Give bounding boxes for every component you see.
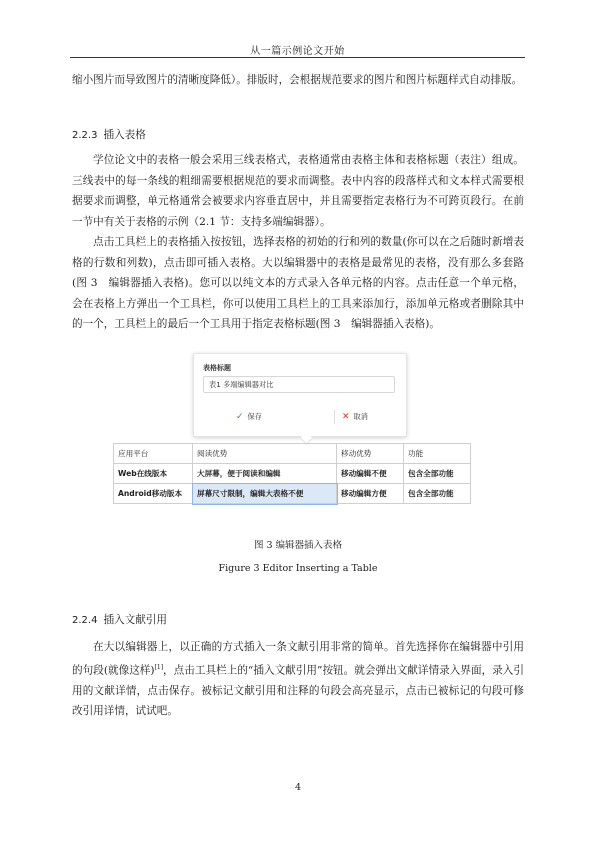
table-cell[interactable]: 阅读优势 xyxy=(193,444,337,464)
page-number: 4 xyxy=(294,782,302,793)
table-cell[interactable]: 包含全部功能 xyxy=(404,464,471,484)
cancel-label: 取消 xyxy=(353,412,368,421)
header-rule xyxy=(70,57,525,58)
citation-text-after: ，点击工具栏上的“插入文献引用”按钮。就会弹出文献详情录入界面，录入引用的文献详情，点击保存。被标记文献引用和注释的句段会高亮显示，点击已被标记的句段可修改引用详情，试试吧。 xyxy=(72,664,524,718)
table-title-label: 表格标题 xyxy=(203,364,231,372)
table-title-popup xyxy=(193,353,407,437)
citation-text-before: 在大以编辑器上，以正确的方式插入一条文献引用非常的简单。首先选择你在编辑器中引用的句段(就像这样) xyxy=(72,641,524,677)
figure-caption-en: Figure 3 Editor Inserting a Table xyxy=(218,563,378,574)
table-row xyxy=(114,444,471,464)
figure-caption-cn: 图 3 编辑器插入表格 xyxy=(253,540,343,551)
paragraph-tables-intro: 学位论文中的表格一般会采用三线表格式，表格通常由表格主体和表格标题（表注）组成。三线表中的每一条线的粗细需要根据规范的要求而调整。表中内容的段落样式和文本样式需要根据要求而调整，单元格通常会被要求内容垂直居中，并且需要指定表格行为不可跨页段行。在前一节中有关于表格的示例（2.1 节：支持多端编辑器）。 xyxy=(72,154,524,228)
section-heading-2-2-4 xyxy=(72,613,167,628)
running-header: 从一篇示例论文开始 xyxy=(250,46,345,57)
citation-marker[interactable]: [1] xyxy=(154,663,164,671)
section-heading-2-2-3 xyxy=(72,128,146,143)
table-row xyxy=(114,484,471,504)
save-button[interactable] xyxy=(236,412,262,422)
table-title-input[interactable]: 表1 多端编辑器对比 xyxy=(203,376,395,393)
table-cell[interactable]: 移动编辑不便 xyxy=(337,464,404,484)
check-icon: ✓ xyxy=(236,412,244,422)
table-cell[interactable]: Android移动版本 xyxy=(114,484,193,504)
paragraph-insert-table: 点击工具栏上的表格插入按按钮，选择表格的初始的行和列的数量(你可以在之后随时新增表格的行数和列数)，点击即可插入表格。大以编辑器中的表格是最常见的表格，没有那么多套路(图 3 编辑器插入表格)。您可以以纯文本的方式录入各单元格的内容。点击任意一个单元格，会在表格上方弹出一个工具栏，你可以使用工具栏上的工具来添加行，添加单元格或者删除其中的一个，工具栏上的最后一个工具用于指定表格标题(图 3 编辑器插入表格)。 xyxy=(72,236,524,331)
table-cell[interactable]: Web在线版本 xyxy=(114,464,193,484)
section-title: 插入文献引用 xyxy=(103,614,168,626)
close-icon: ✕ xyxy=(342,412,350,422)
table-cell[interactable]: 功能 xyxy=(404,444,471,464)
cancel-button[interactable] xyxy=(342,412,368,422)
table-cell[interactable]: 应用平台 xyxy=(114,444,193,464)
paragraph-continuation: 缩小图片而导致图片的清晰度降低）。排版时，会根据规范要求的图片和图片标题样式自动排版。 xyxy=(72,74,523,86)
table-cell[interactable]: 大屏幕，便于阅读和编辑 xyxy=(193,464,337,484)
table-cell[interactable]: 移动优势 xyxy=(337,444,404,464)
table-cell-selected[interactable]: 屏幕尺寸限制，编辑大表格不便 xyxy=(193,484,337,504)
figure-editor-table xyxy=(113,353,487,515)
paragraph-insert-citation xyxy=(72,637,524,722)
section-number: 2.2.3 xyxy=(72,130,98,141)
table-cell[interactable]: 包含全部功能 xyxy=(404,484,471,504)
table-cell[interactable]: 移动编辑方便 xyxy=(337,484,404,504)
button-divider xyxy=(334,410,335,424)
section-number: 2.2.4 xyxy=(72,615,98,626)
table-row xyxy=(114,464,471,484)
section-title: 插入表格 xyxy=(103,129,146,141)
save-label: 保存 xyxy=(247,412,262,421)
comparison-table xyxy=(113,443,471,504)
